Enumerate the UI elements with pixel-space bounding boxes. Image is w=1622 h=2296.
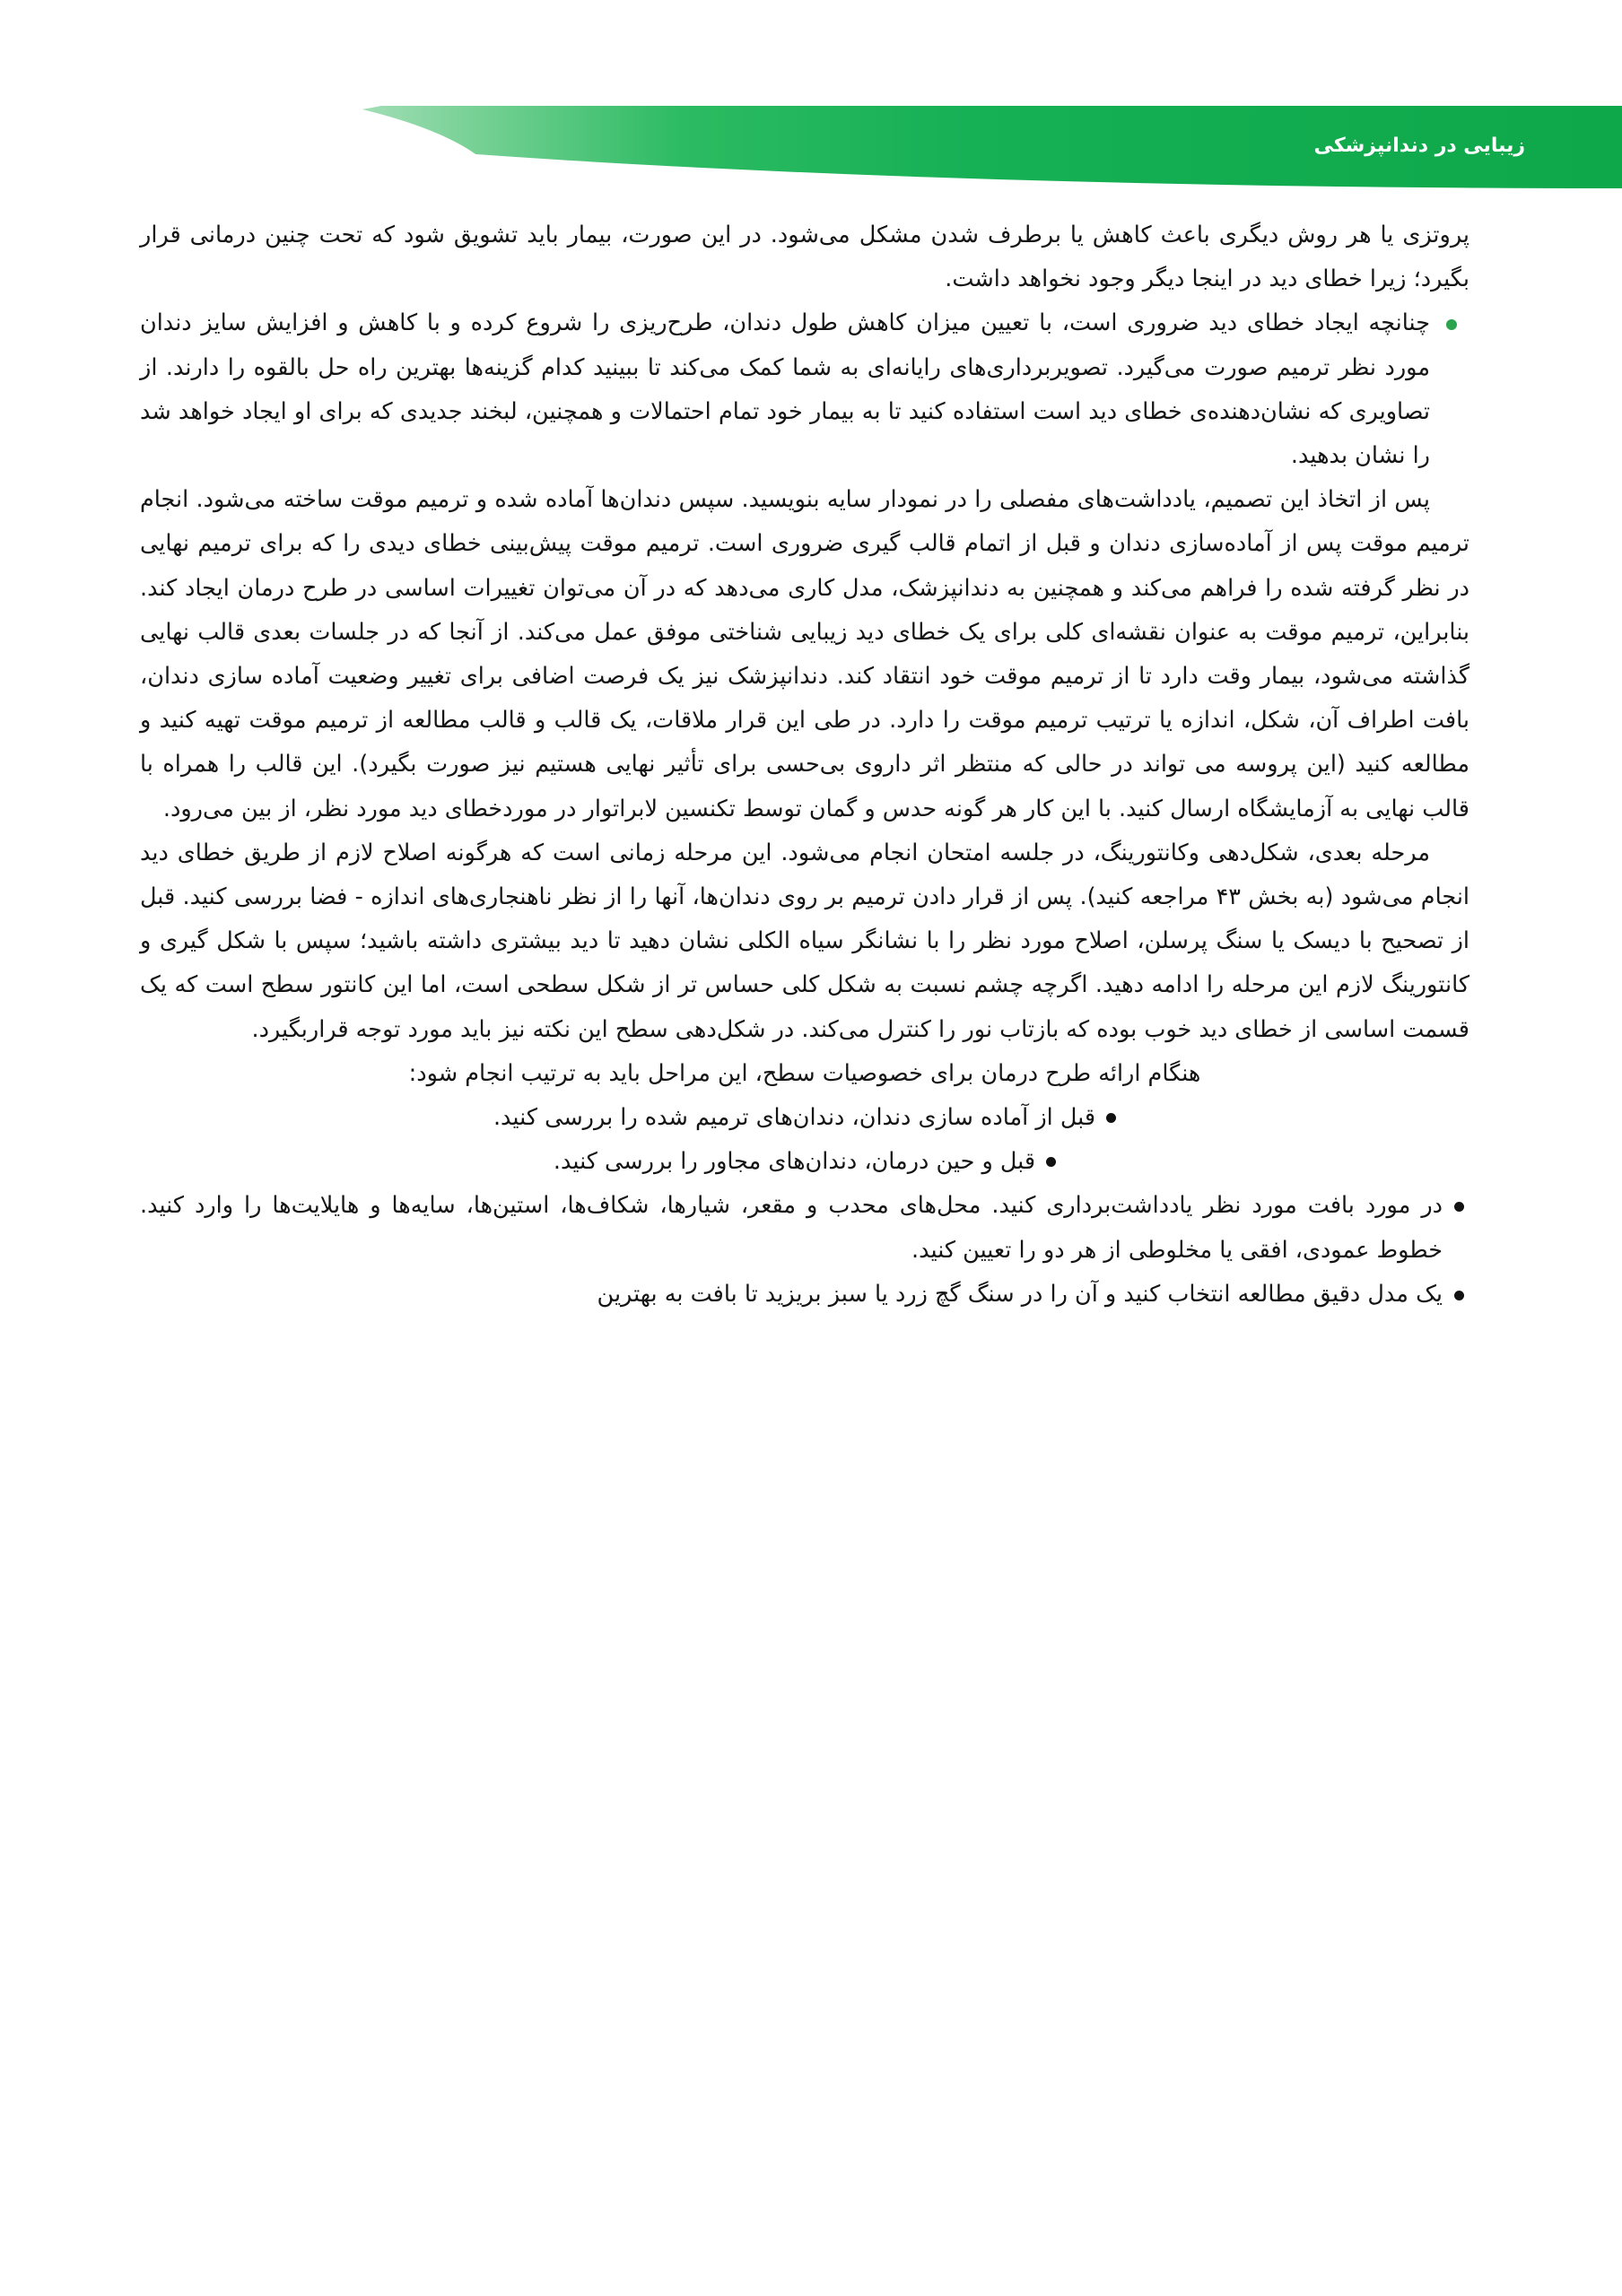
paragraph: هنگام ارائه طرح درمان برای خصوصیات سطح، این مراحل باید به ترتیب انجام شود:: [408, 1059, 1201, 1087]
paragraph: پروتزی یا هر روش دیگری باعث کاهش یا برطرف شدن مشکل می‌شود. در این صورت، بیمار باید تشویق شود که تحت چنین درمانی قرار بگیرد؛ زیرا خطای دید در اینجا دیگر وجود نخواهد داشت.: [140, 222, 1469, 293]
bullet-item-label: قبل از آماده سازی دندان، دندان‌های ترمیم شده را بررسی کنید.: [493, 1104, 1096, 1132]
paragraph: چنانچه ایجاد خطای دید ضروری است، با تعیین میزان کاهش طول دندان، طرح‌ریزی را شروع کرده و با کاهش و افزایش سایز دندان مورد نظر ترمیم صورت می‌گیرد. تصویربرداری‌های رایانه‌ای به شما کمک می‌کند تا ببینید کدام گزینه‌ها بهترین راه حل بالقوه را دارند. از تصاویری که نشان‌دهنده‌ی خطای دید است استفاده کنید تا به بیمار خود تمام احتمالات و همچنین، لبخند جدیدی که برای او ایجاد خواهد شد را نشان بدهید.: [140, 309, 1430, 470]
bullet-item: [140, 1273, 1469, 1317]
header-book-title: زیبایی در دندانپزشکی: [1313, 135, 1525, 157]
paragraph: یک مدل دقیق مطالعه انتخاب کنید و آن را در سنگ گچ زرد یا سبز بریزید تا بافت به بهترین: [597, 1280, 1443, 1308]
header-top-strip: [0, 0, 1622, 106]
bullet-item: [140, 1140, 1469, 1184]
bullet-item: [140, 1096, 1469, 1140]
bullet-dot-icon: [1446, 319, 1457, 330]
bullet-item: [140, 1184, 1469, 1272]
paragraph: پس از اتخاذ این تصمیم، یادداشت‌های مفصلی را در نمودار سایه بنویسید. سپس دندان‌ها آماده شده و ترمیم موقت ساخته می‌شود. انجام ترمیم موقت پس از آماده‌سازی دندان و قبل از اتمام قالب گیری ضروری است. ترمیم موقت پیش‌بینی خطای دیدی را که برای ترمیم نهایی در نظر گرفته شده را فراهم می‌کند و همچنین به دندانپزشک، مدل کاری می‌دهد که در آن می‌توان تغییرات اساسی در طرح درمان ایجاد کند. بنابراین، ترمیم موقت به عنوان نقشه‌ای کلی برای یک خطای دید زیبایی شناختی موفق عمل می‌کند. از آنجا که در جلسات بعدی قالب نهایی گذاشته می‌شود، بیمار وقت دارد تا از ترمیم موقت خود انتقاد کند. دندانپزشک نیز یک فرصت اضافی برای تغییر وضعیت آماده سازی دندان، بافت اطراف آن، شکل، اندازه یا ترتیب ترمیم موقت را دارد. در طی این قرار ملاقات، یک قالب و قالب مطالعه از ترمیم موقت تهیه کنید و مطالعه کنید (این پروسه می تواند در حالی که منتظر اثر داروی بی‌حسی برای تأثیر نهایی هستیم نیز صورت بگیرد). این قالب را همراه با قالب نهایی به آزمایشگاه ارسال کنید. با این کار هر گونه حدس و گمان توسط تکنسین لابراتوار در موردخطای دید مورد نظر، از بین می‌رود.: [140, 486, 1469, 822]
bullet-dot-icon: [1454, 1202, 1464, 1212]
page-header: [0, 0, 1622, 188]
paragraph: [140, 1096, 1469, 1140]
paragraph: مرحله بعدی، شکل‌دهی وکانتورینگ، در جلسه امتحان انجام می‌شود. این مرحله زمانی است که هرگونه اصلاح لازم از طریق خطای دید انجام می‌شود (به بخش ۴۳ مراجعه کنید). پس از قرار دادن ترمیم بر روی دندان‌ها، آنها را از نظر ناهنجاری‌های اندازه - فضا بررسی کنید. قبل از تصحیح با دیسک یا سنگ پرسلن، اصلاح مورد نظر را با نشانگر سیاه الکلی نشان دهید تا دید بیشتری داشته باشید؛ سپس با شکل گیری و کانتورینگ لازم این مرحله را ادامه دهید. اگرچه چشم نسبت به شکل کلی حساس تر از شکل سطحی است، اما این کانتور سطح است که یک قسمت اساسی از خطای دید خوب بوده که بازتاب نور را کنترل می‌کند. در شکل‌دهی سطح این نکته نیز باید مورد توجه قراربگیرد.: [140, 839, 1470, 1043]
bullet-item-label: قبل و حین درمان، دندان‌های مجاور را بررسی کنید.: [553, 1148, 1036, 1176]
bullet-dot-icon: [1106, 1113, 1116, 1123]
bullet-dot-icon: [1454, 1291, 1464, 1300]
bullet-item-green: [140, 301, 1469, 478]
page-content: [140, 213, 1469, 1317]
paragraph: [140, 1140, 1469, 1184]
bullet-dot-icon: [1046, 1157, 1056, 1167]
header-page-number: ۱۴: [205, 135, 230, 157]
paragraph: در مورد بافت مورد نظر یادداشت‌برداری کنید. محل‌های محدب و مقعر، شیارها، شکاف‌ها، استین‌ها، سایه‌ها و هایلایت‌ها را وارد کنید. خطوط عمودی، افقی یا مخلوطی از هر دو را تعیین کنید.: [140, 1192, 1443, 1264]
